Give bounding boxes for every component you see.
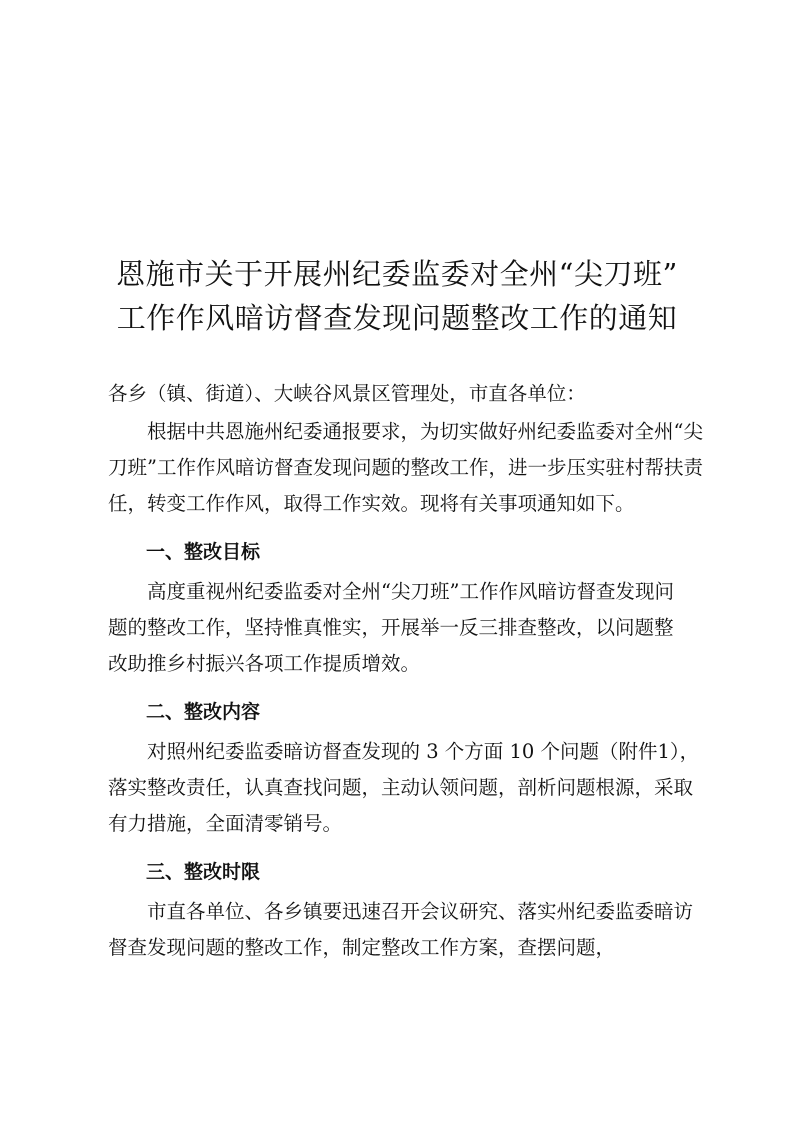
document-title (60, 252, 734, 340)
section-text-goal: 高度重视州纪委监委对全州“尖刀班”工作作风暗访督查发现问题的整改工作，坚持惟真惟实，开展举一反三排查整改，以问题整改助推乡村振兴各项工作提质增效。 (108, 580, 674, 675)
title-line-2: 工作作风暗访督查发现问题整改工作的通知 (116, 301, 678, 335)
section-heading-goal: 一、整改目标 (146, 541, 261, 563)
section-text-deadline: 市直各单位、各乡镇要迅速召开会议研究、落实州纪委监委暗访督查发现问题的整改工作，制定整改工作方案，查摆问题， (108, 900, 694, 959)
salutation: 各乡（镇、街道）、大峡谷风景区管理处，市直各单位： (108, 382, 586, 405)
section-heading-content: 二、整改内容 (146, 701, 261, 723)
section-heading-deadline: 三、整改时限 (146, 861, 261, 883)
section-text-content: 对照州纪委监委暗访督查发现的 3 个方面 10 个问题（附件1），落实整改责任，认真查找问题，主动认领问题，剖析问题根源，采取有力措施，全面清零销号。 (108, 740, 700, 835)
intro-paragraph: 根据中共恩施州纪委通报要求，为切实做好州纪委监委对全州“尖刀班”工作作风暗访督查发现问题的整改工作，进一步压实驻村帮扶责任，转变工作作风，取得工作实效。现将有关事项通知如下。 (108, 420, 703, 515)
document-body (108, 376, 708, 966)
title-line-1: 恩施市关于开展州纪委监委对全州“尖刀班” (116, 257, 678, 291)
